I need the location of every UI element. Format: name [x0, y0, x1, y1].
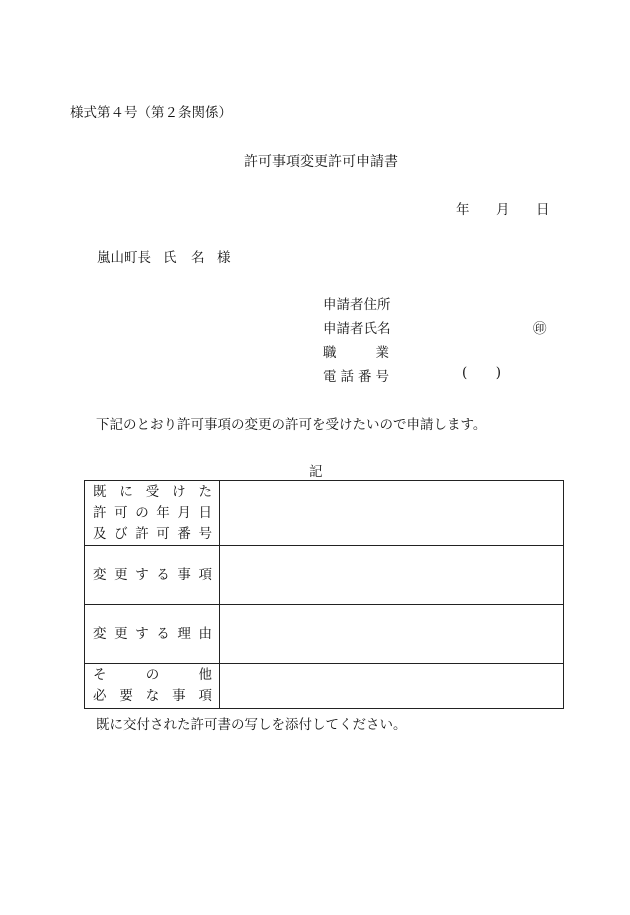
label-line — [93, 665, 212, 686]
label-char: た — [198, 483, 212, 500]
table-row — [85, 481, 564, 546]
label-char: け — [172, 483, 186, 500]
table-row — [85, 605, 564, 664]
occupation-label — [323, 341, 389, 361]
label-char: に — [119, 483, 133, 500]
label-char: 年 — [156, 504, 170, 521]
row-label — [85, 481, 220, 546]
label-char: 更 — [114, 625, 128, 642]
addressee-office: 嵐山町長 — [97, 250, 151, 266]
record-table — [84, 480, 564, 709]
paren-open: ( — [462, 365, 468, 381]
label-line — [93, 482, 212, 503]
date-day: 日 — [536, 202, 550, 218]
occupation-char: 職 — [323, 345, 337, 361]
label-char: の — [135, 504, 149, 521]
label-char: 許 — [135, 525, 149, 542]
attachment-note: 既に交付された許可書の写しを添付してください。 — [96, 717, 407, 733]
addressee-name-1: 氏 — [163, 250, 177, 266]
label-char: 許 — [93, 504, 107, 521]
label-char: 要 — [119, 688, 133, 704]
row-label — [85, 546, 220, 605]
phone-char: 番 — [358, 369, 372, 385]
row-label — [85, 605, 220, 664]
date-month: 月 — [496, 202, 510, 218]
label-char: 可 — [114, 504, 128, 521]
table-row — [85, 546, 564, 605]
label-char: す — [135, 625, 149, 642]
applicant-name-label: 申請者氏名 — [323, 321, 391, 337]
label-char: 変 — [93, 566, 107, 583]
date-year: 年 — [456, 202, 470, 218]
label-char: 更 — [114, 566, 128, 583]
label-char: 番 — [177, 525, 191, 542]
label-char: 理 — [177, 625, 191, 642]
row-value[interactable] — [220, 605, 564, 664]
record-heading: 記 — [309, 464, 323, 480]
label-char: な — [145, 688, 160, 704]
label-char: す — [135, 566, 149, 583]
row-label — [85, 664, 220, 709]
label-char: 日 — [198, 504, 212, 521]
phone-parentheses — [462, 365, 501, 381]
label-char: る — [156, 566, 170, 583]
seal-mark: ㊞ — [533, 321, 547, 337]
label-line — [93, 565, 212, 586]
row-value[interactable] — [220, 546, 564, 605]
phone-label — [323, 365, 389, 385]
label-char: る — [156, 625, 170, 642]
document-title: 許可事項変更許可申請書 — [244, 154, 398, 170]
phone-char: 話 — [340, 369, 354, 385]
label-char: 項 — [198, 688, 212, 704]
label-char: 可 — [156, 525, 170, 542]
label-char: 及 — [93, 525, 107, 542]
label-char: そ — [93, 667, 107, 683]
label-char: 号 — [198, 525, 212, 542]
label-char: 既 — [93, 483, 107, 500]
label-line — [93, 503, 212, 524]
label-char: 事 — [177, 566, 191, 583]
form-number: 様式第４号（第２条関係） — [70, 105, 232, 121]
phone-char: 電 — [323, 369, 337, 385]
applicant-address-label: 申請者住所 — [323, 297, 391, 313]
addressee-name-2: 名 — [191, 250, 205, 266]
table-row — [85, 664, 564, 709]
label-char: 他 — [198, 667, 212, 683]
occupation-char: 業 — [375, 345, 389, 361]
label-char: び — [114, 525, 128, 542]
row-value[interactable] — [220, 664, 564, 709]
label-char: 事 — [172, 688, 186, 704]
row-value[interactable] — [220, 481, 564, 546]
phone-char: 号 — [375, 369, 389, 385]
label-line — [93, 524, 212, 545]
paren-close: ) — [495, 365, 501, 381]
label-char: 受 — [145, 483, 160, 500]
request-statement: 下記のとおり許可事項の変更の許可を受けたいので申請します。 — [96, 417, 487, 433]
label-char: 必 — [93, 688, 107, 704]
label-line — [93, 686, 212, 707]
label-char: 項 — [198, 566, 212, 583]
label-char: 月 — [177, 504, 191, 521]
addressee-honorific: 様 — [217, 250, 231, 266]
label-char: の — [145, 667, 160, 683]
label-char: 由 — [198, 625, 212, 642]
label-line — [93, 624, 212, 645]
label-char: 変 — [93, 625, 107, 642]
